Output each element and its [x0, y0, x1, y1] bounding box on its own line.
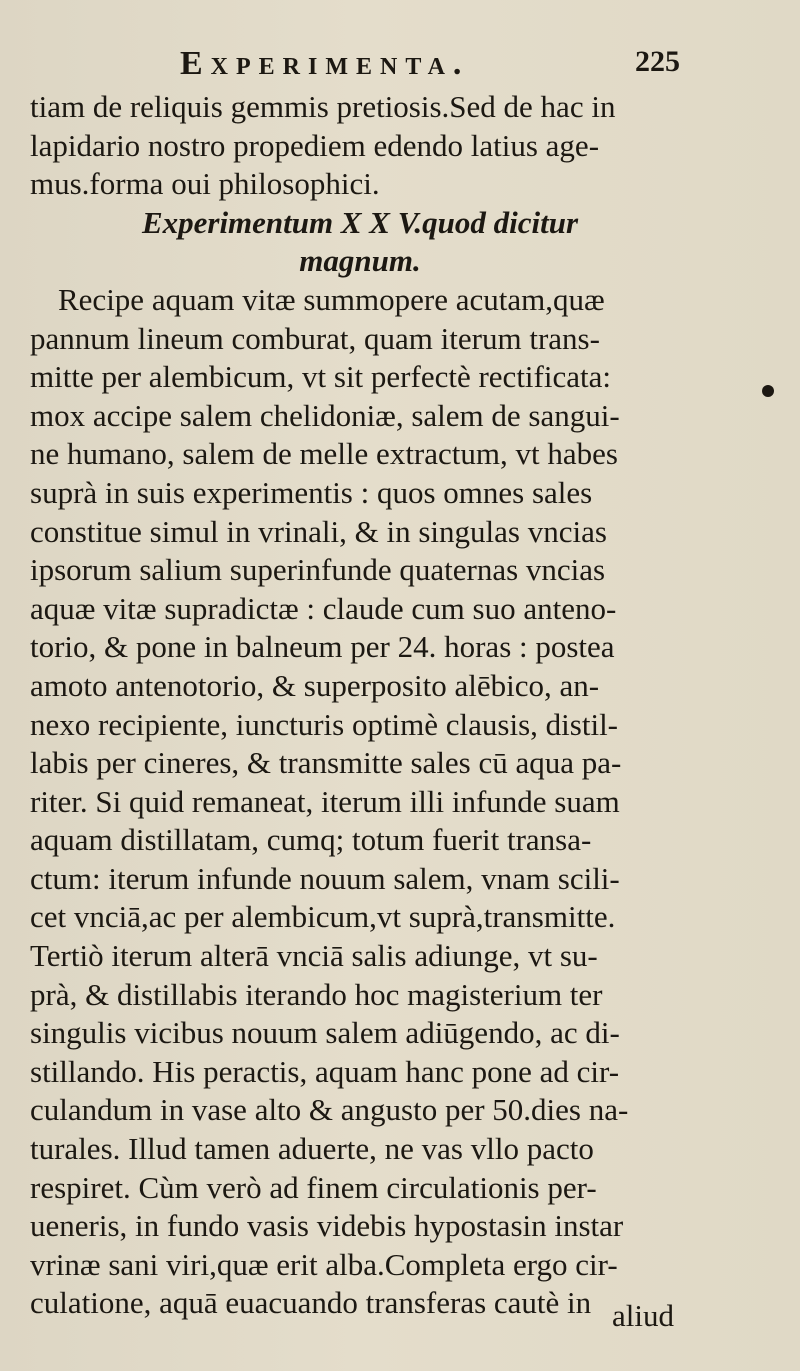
text-line: ueneris, in fundo vasis videbis hypostasin instar [30, 1208, 624, 1244]
text-line: vrinæ sani viri,quæ erit alba.Completa ergo cir- [30, 1246, 618, 1282]
text-line: mus.forma oui philosophici. [30, 166, 380, 202]
page-header [180, 45, 680, 85]
page-number: 225 [635, 45, 680, 78]
paragraph-start-line: Recipe aquam vitæ summopere acutam,quæ [58, 281, 605, 317]
text-line: lapidario nostro propediem edendo latius age- [30, 127, 600, 163]
running-head: Experimenta. [180, 45, 470, 82]
text-line: amoto antenotorio, & superposito alēbico, an- [30, 667, 600, 703]
text-line: pannum lineum comburat, quam iterum trans- [30, 320, 600, 356]
text-line: prà, & distillabis iterando hoc magisterium ter [30, 976, 603, 1012]
body-text [30, 88, 690, 1323]
text-line: labis per cineres, & transmitte sales cū aqua pa- [30, 745, 622, 781]
text-line: singulis vicibus nouum salem adiūgendo, ac di- [30, 1015, 620, 1051]
text-line: tiam de reliquis gemmis pretiosis.Sed de hac in [30, 89, 616, 124]
text-line: culatione, aquā euacuando transferas cautè in [30, 1285, 592, 1321]
text-line: nexo recipiente, iuncturis optimè clausis, distil- [30, 706, 619, 742]
text-line: aquam distillatam, cumq; totum fuerit transa- [30, 822, 592, 858]
text-line: aquæ vitæ supradictæ : claude cum suo anteno- [30, 590, 617, 626]
text-line: constitue simul in vrinali, & in singulas vncias [30, 513, 607, 549]
text-line: culandum in vase alto & angusto per 50.dies na- [30, 1092, 629, 1128]
text-line: mox accipe salem chelidoniæ, salem de sangui- [30, 397, 620, 433]
text-line: riter. Si quid remaneat, iterum illi infunde suam [30, 783, 620, 819]
text-line: Tertiò iterum alterā vnciā salis adiunge, vt su- [30, 938, 598, 974]
catchword: aliud [612, 1298, 674, 1333]
text-line: cet vnciā,ac per alembicum,vt suprà,transmitte. [30, 899, 616, 935]
text-line: stillando. His peractis, aquam hanc pone ad cir- [30, 1053, 620, 1089]
text-line: mitte per alembicum, vt sit perfectè rectificata: [30, 359, 611, 395]
text-line: ne humano, salem de melle extractum, vt habes [30, 436, 618, 472]
text-line: ctum: iterum infunde nouum salem, vnam scili- [30, 860, 620, 896]
text-line: turales. Illud tamen aduerte, ne vas vllo pacto [30, 1131, 594, 1167]
text-line: respiret. Cùm verò ad finem circulationis per- [30, 1169, 597, 1205]
experiment-heading-line-1: Experimentum X X V.quod dicitur [141, 204, 579, 240]
text-line: ipsorum salium superinfunde quaternas vncias [30, 552, 606, 588]
ink-dot-mark [762, 385, 774, 397]
text-line: suprà in suis experimentis : quos omnes sales [30, 474, 593, 510]
text-line: torio, & pone in balneum per 24. horas : postea [30, 629, 615, 665]
experiment-heading-line-2: magnum. [299, 243, 421, 279]
